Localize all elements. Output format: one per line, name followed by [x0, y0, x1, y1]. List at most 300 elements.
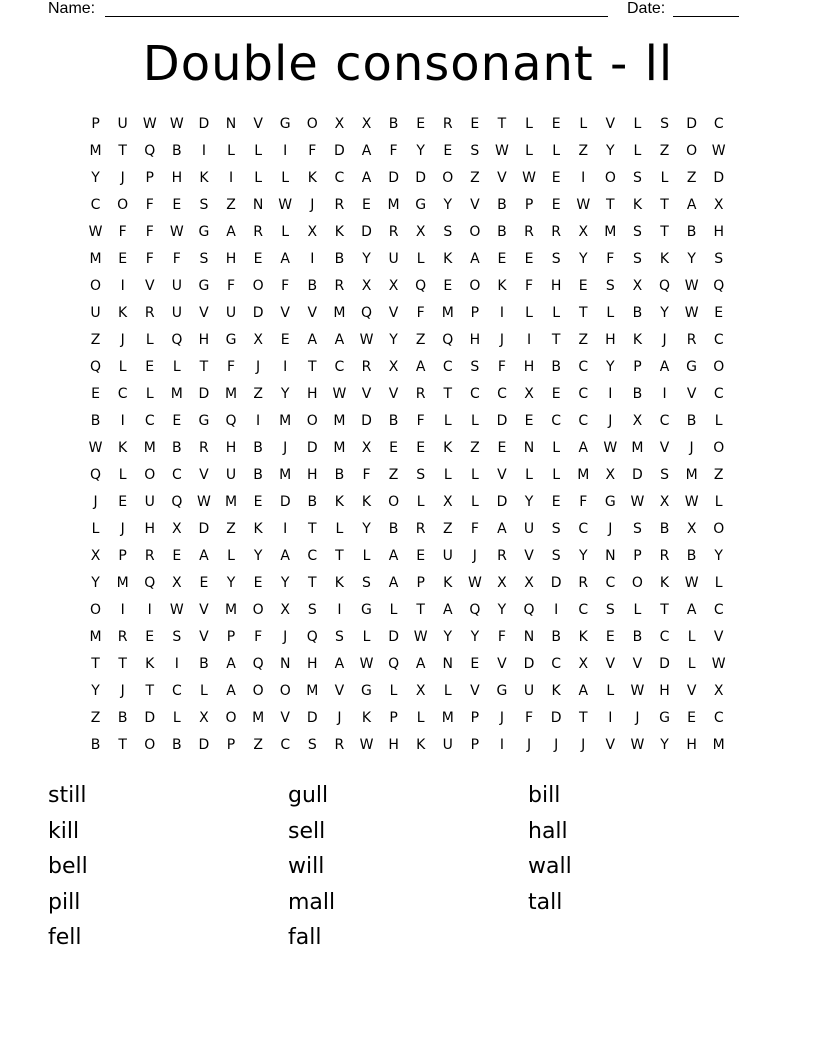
grid-row [82, 327, 734, 354]
grid-letter: L [172, 710, 181, 726]
grid-letter: N [605, 548, 616, 564]
grid-letter: W [711, 143, 726, 159]
grid-letter: A [470, 251, 480, 267]
word-item: tall [528, 889, 563, 915]
word-column [528, 778, 728, 920]
grid-letter: A [334, 332, 345, 348]
grid-letter: P [524, 197, 534, 213]
grid-letter: X [361, 278, 372, 294]
grid-letter: D [659, 656, 670, 672]
grid-letter: W [630, 494, 645, 510]
grid-row [82, 678, 734, 705]
grid-letter: I [310, 251, 315, 267]
grid-letter: T [308, 575, 317, 591]
grid-letter: L [470, 413, 479, 429]
grid-letter: Z [253, 737, 263, 753]
grid-letter: M [224, 386, 238, 402]
grid-letter: M [685, 467, 698, 483]
grid-letter: L [416, 494, 425, 510]
grid-letter: Y [497, 602, 507, 618]
grid-letter: B [686, 548, 697, 564]
grid-letter: S [632, 170, 642, 186]
grid-letter: O [252, 683, 264, 699]
grid-letter: Y [91, 683, 100, 699]
grid-letter: H [550, 278, 562, 294]
grid-letter: R [524, 224, 534, 240]
grid-letter: J [526, 737, 532, 753]
grid-letter: J [283, 440, 288, 456]
grid-letter: Q [442, 332, 454, 348]
grid-letter: L [714, 413, 723, 429]
grid-letter: L [470, 494, 479, 510]
grid-letter: K [443, 575, 453, 591]
grid-letter: J [120, 170, 125, 186]
word-item: hall [528, 818, 568, 844]
grid-letter: Z [578, 143, 589, 159]
grid-letter: C [578, 602, 589, 618]
grid-letter: T [416, 602, 425, 618]
grid-letter: A [226, 683, 236, 699]
grid-letter: W [576, 197, 591, 213]
grid-row [82, 489, 734, 516]
page-title: Double consonant - ll [142, 36, 674, 92]
grid-letter: S [172, 629, 182, 645]
grid-letter: I [201, 143, 206, 159]
grid-letter: R [117, 629, 128, 645]
grid-letter: T [443, 386, 453, 402]
grid-letter: C [144, 413, 155, 429]
grid-letter: I [228, 170, 234, 186]
grid-letter: B [686, 413, 697, 429]
grid-letter: J [635, 710, 640, 726]
grid-letter: X [686, 521, 697, 537]
grid-letter: G [198, 278, 210, 294]
grid-letter: C [578, 359, 589, 375]
grid-letter: V [497, 170, 507, 186]
grid-letter: K [334, 494, 344, 510]
grid-letter: E [416, 440, 426, 456]
grid-letter: K [443, 251, 453, 267]
grid-letter: T [606, 197, 615, 213]
grid-row [82, 543, 734, 570]
name-label: Name: [48, 0, 96, 17]
grid-letter: F [416, 305, 425, 321]
grid-letter: F [226, 278, 236, 294]
grid-letter: U [117, 116, 128, 132]
grid-letter: W [88, 440, 103, 456]
grid-letter: X [632, 278, 643, 294]
grid-letter: C [578, 413, 589, 429]
date-field-line[interactable] [673, 16, 739, 17]
grid-letter: A [442, 602, 453, 618]
grid-letter: V [280, 305, 290, 321]
grid-letter: A [578, 683, 589, 699]
grid-letter: K [307, 170, 317, 186]
grid-letter: Y [443, 197, 453, 213]
grid-letter: L [470, 467, 479, 483]
grid-letter: O [604, 170, 616, 186]
grid-letter: Q [523, 602, 535, 618]
grid-letter: R [144, 305, 155, 321]
grid-letter: N [279, 656, 291, 672]
grid-letter: S [362, 575, 371, 591]
grid-letter: O [306, 413, 318, 429]
grid-letter: U [90, 305, 101, 321]
grid-letter: J [499, 332, 505, 348]
grid-letter: M [387, 197, 400, 213]
grid-letter: Z [415, 332, 426, 348]
word-item: gull [288, 783, 329, 808]
grid-letter: H [523, 359, 535, 375]
grid-letter: L [145, 386, 154, 402]
grid-letter: E [443, 143, 453, 159]
grid-letter: C [171, 467, 182, 483]
grid-letter: M [89, 251, 102, 267]
grid-letter: J [554, 737, 559, 753]
grid-row [82, 354, 734, 381]
grid-letter: G [198, 413, 210, 429]
grid-letter: Q [144, 143, 156, 159]
grid-letter: L [227, 143, 235, 159]
grid-letter: V [686, 683, 697, 699]
grid-letter: P [633, 548, 642, 564]
grid-letter: D [334, 143, 345, 159]
grid-letter: H [171, 170, 183, 186]
grid-letter: K [145, 656, 155, 672]
grid-letter: M [89, 143, 102, 159]
grid-letter: O [469, 278, 481, 294]
grid-letter: T [118, 737, 127, 753]
grid-letter: B [497, 197, 507, 213]
grid-letter: L [552, 440, 561, 456]
grid-row [82, 219, 734, 246]
grid-letter: A [686, 602, 697, 618]
grid-letter: A [578, 440, 589, 456]
grid-letter: K [497, 278, 507, 294]
grid-letter: R [686, 332, 697, 348]
grid-letter: I [554, 602, 559, 618]
grid-letter: S [660, 116, 669, 132]
grid-letter: X [524, 386, 534, 402]
grid-letter: M [224, 494, 238, 510]
grid-letter: R [334, 278, 345, 294]
grid-letter: L [281, 224, 290, 240]
grid-letter: A [497, 521, 507, 537]
grid-letter: V [280, 710, 290, 726]
grid-letter: B [632, 386, 643, 402]
grid-letter: M [441, 305, 454, 321]
grid-letter: A [388, 575, 399, 591]
grid-letter: C [659, 629, 670, 645]
grid-letter: G [604, 494, 616, 510]
grid-letter: Y [389, 332, 398, 348]
grid-letter: L [362, 548, 371, 564]
grid-letter: H [605, 332, 616, 348]
grid-letter: Y [91, 170, 100, 186]
grid-letter: W [522, 170, 536, 186]
grid-letter: I [608, 710, 613, 726]
grid-letter: J [256, 359, 261, 375]
grid-letter: I [283, 143, 288, 159]
grid-letter: D [144, 710, 156, 726]
word-item: kill [48, 818, 80, 844]
grid-letter: K [443, 440, 453, 456]
grid-letter: Q [360, 305, 372, 321]
grid-letter: M [333, 413, 346, 429]
word-item: wall [528, 854, 572, 879]
grid-letter: P [226, 737, 236, 753]
grid-letter: O [252, 602, 264, 618]
grid-letter: D [388, 170, 399, 186]
grid-letter: G [496, 683, 508, 699]
grid-letter: T [578, 710, 588, 726]
grid-letter: A [686, 197, 697, 213]
grid-letter: O [713, 521, 725, 537]
grid-letter: F [308, 143, 317, 159]
grid-letter: H [307, 656, 318, 672]
grid-letter: G [686, 359, 698, 375]
grid-letter: L [443, 683, 452, 699]
grid-letter: S [470, 143, 480, 159]
grid-letter: Q [713, 278, 725, 294]
grid-letter: X [172, 521, 182, 537]
grid-letter: V [605, 656, 616, 672]
grid-letter: Y [280, 575, 290, 591]
grid-letter: C [442, 359, 453, 375]
grid-letter: G [198, 224, 210, 240]
grid-letter: L [416, 251, 425, 267]
grid-letter: H [659, 683, 670, 699]
grid-letter: C [659, 413, 670, 429]
grid-letter: L [200, 683, 208, 699]
grid-letter: U [523, 683, 535, 699]
grid-row [82, 246, 734, 273]
grid-letter: E [253, 251, 263, 267]
grid-letter: V [199, 467, 209, 483]
grid-row [82, 381, 734, 408]
grid-letter: K [253, 521, 263, 537]
grid-letter: A [361, 170, 372, 186]
grid-letter: B [253, 467, 263, 483]
grid-letter: C [280, 737, 291, 753]
grid-letter: R [388, 224, 399, 240]
word-item: mall [288, 889, 336, 915]
grid-letter: I [499, 305, 505, 321]
grid-letter: H [144, 521, 155, 537]
grid-letter: E [551, 197, 561, 213]
grid-letter: L [633, 602, 642, 618]
grid-letter: I [147, 602, 152, 618]
grid-letter: X [497, 575, 507, 591]
grid-letter: M [441, 710, 454, 726]
grid-letter: I [120, 278, 125, 294]
grid-letter: X [713, 683, 724, 699]
word-item: sell [288, 818, 326, 844]
grid-letter: S [632, 521, 642, 537]
grid-letter: E [172, 197, 182, 213]
grid-row [82, 165, 734, 192]
grid-letter: C [713, 116, 724, 132]
grid-letter: F [281, 278, 290, 294]
grid-letter: H [388, 737, 399, 753]
grid-letter: C [551, 413, 562, 429]
grid-letter: U [225, 305, 237, 321]
grid-letter: J [499, 710, 505, 726]
grid-letter: X [280, 602, 290, 618]
grid-letter: L [687, 656, 696, 672]
grid-letter: D [279, 494, 291, 510]
grid-letter: O [469, 224, 481, 240]
grid-letter: L [443, 413, 452, 429]
grid-letter: R [334, 197, 345, 213]
grid-letter: A [415, 656, 426, 672]
grid-letter: Y [91, 575, 100, 591]
grid-letter: Z [686, 170, 697, 186]
grid-letter: W [495, 143, 509, 159]
grid-letter: T [660, 224, 669, 240]
grid-row [82, 435, 734, 462]
grid-letter: E [524, 251, 534, 267]
grid-letter: C [713, 602, 724, 618]
grid-letter: Z [90, 332, 101, 348]
grid-letter: I [174, 656, 179, 672]
grid-letter: Q [225, 413, 237, 429]
grid-letter: S [551, 251, 561, 267]
grid-letter: E [91, 386, 100, 402]
word-item: fall [288, 925, 322, 950]
grid-letter: E [253, 494, 263, 510]
name-field-line[interactable] [105, 16, 608, 17]
grid-letter: M [577, 467, 590, 483]
grid-letter: G [415, 197, 427, 213]
grid-letter: E [551, 116, 561, 132]
grid-row [82, 570, 734, 597]
grid-letter: X [713, 197, 724, 213]
grid-letter: D [361, 413, 372, 429]
grid-letter: L [443, 467, 452, 483]
grid-letter: O [306, 116, 318, 132]
grid-letter: C [578, 521, 589, 537]
grid-letter: C [171, 683, 182, 699]
grid-letter: W [359, 656, 374, 672]
grid-row [82, 462, 734, 489]
grid-letter: E [199, 575, 209, 591]
grid-letter: S [714, 251, 724, 267]
grid-letter: E [524, 413, 534, 429]
grid-letter: L [714, 575, 723, 591]
grid-row [82, 597, 734, 624]
grid-letter: T [497, 116, 507, 132]
grid-letter: V [605, 737, 616, 753]
grid-letter: Z [659, 143, 670, 159]
grid-letter: D [496, 494, 508, 510]
word-item: bill [528, 783, 561, 808]
grid-letter: Q [306, 629, 318, 645]
grid-letter: Q [252, 656, 264, 672]
grid-letter: B [172, 143, 182, 159]
grid-letter: R [361, 359, 372, 375]
grid-letter: P [389, 710, 398, 726]
grid-letter: M [89, 629, 102, 645]
grid-letter: E [714, 305, 724, 321]
grid-letter: M [306, 683, 319, 699]
grid-letter: U [442, 737, 453, 753]
word-item: pill [48, 889, 81, 915]
grid-letter: F [416, 413, 425, 429]
grid-letter: T [660, 602, 669, 618]
grid-letter: J [608, 521, 613, 537]
grid-letter: S [443, 224, 453, 240]
grid-letter: J [689, 440, 694, 456]
grid-letter: L [633, 116, 642, 132]
grid-letter: A [280, 548, 290, 564]
grid-letter: A [361, 143, 372, 159]
grid-letter: L [552, 467, 561, 483]
grid-letter: B [253, 440, 263, 456]
grid-letter: E [253, 575, 263, 591]
grid-letter: R [415, 386, 426, 402]
grid-letter: U [171, 278, 182, 294]
word-item: fell [48, 925, 82, 950]
grid-letter: N [442, 656, 453, 672]
grid-letter: M [143, 440, 156, 456]
grid-letter: O [90, 278, 102, 294]
grid-letter: W [684, 305, 699, 321]
grid-letter: Q [90, 467, 102, 483]
grid-letter: W [278, 197, 293, 213]
grid-row [82, 624, 734, 651]
grid-letter: D [198, 386, 210, 402]
grid-letter: Y [362, 251, 371, 267]
grid-letter: Z [578, 332, 589, 348]
grid-letter: Y [578, 548, 588, 564]
grid-letter: O [686, 143, 698, 159]
grid-letter: K [118, 305, 128, 321]
grid-letter: L [687, 629, 696, 645]
grid-letter: L [389, 683, 398, 699]
grid-letter: E [362, 197, 371, 213]
grid-letter: I [608, 386, 613, 402]
grid-letter: F [497, 359, 506, 375]
grid-letter: B [117, 710, 128, 726]
grid-letter: I [581, 170, 586, 186]
grid-letter: L [552, 143, 561, 159]
grid-letter: D [252, 305, 264, 321]
grid-letter: Y [606, 143, 615, 159]
grid-letter: L [118, 359, 127, 375]
grid-letter: F [525, 278, 534, 294]
grid-letter: Y [226, 575, 236, 591]
grid-letter: M [279, 413, 292, 429]
grid-letter: E [172, 548, 182, 564]
grid-letter: W [630, 737, 645, 753]
grid-letter: X [253, 332, 263, 348]
grid-letter: Y [578, 251, 588, 267]
grid-letter: C [578, 386, 589, 402]
grid-letter: O [144, 737, 156, 753]
grid-letter: L [714, 494, 723, 510]
grid-letter: W [197, 494, 211, 510]
grid-letter: T [145, 683, 155, 699]
grid-letter: A [307, 332, 318, 348]
word-column [288, 778, 488, 956]
grid-letter: T [578, 305, 588, 321]
grid-letter: B [497, 224, 507, 240]
grid-letter: Z [226, 197, 236, 213]
grid-letter: S [632, 224, 642, 240]
word-search-grid [82, 111, 734, 759]
grid-letter: B [334, 251, 345, 267]
